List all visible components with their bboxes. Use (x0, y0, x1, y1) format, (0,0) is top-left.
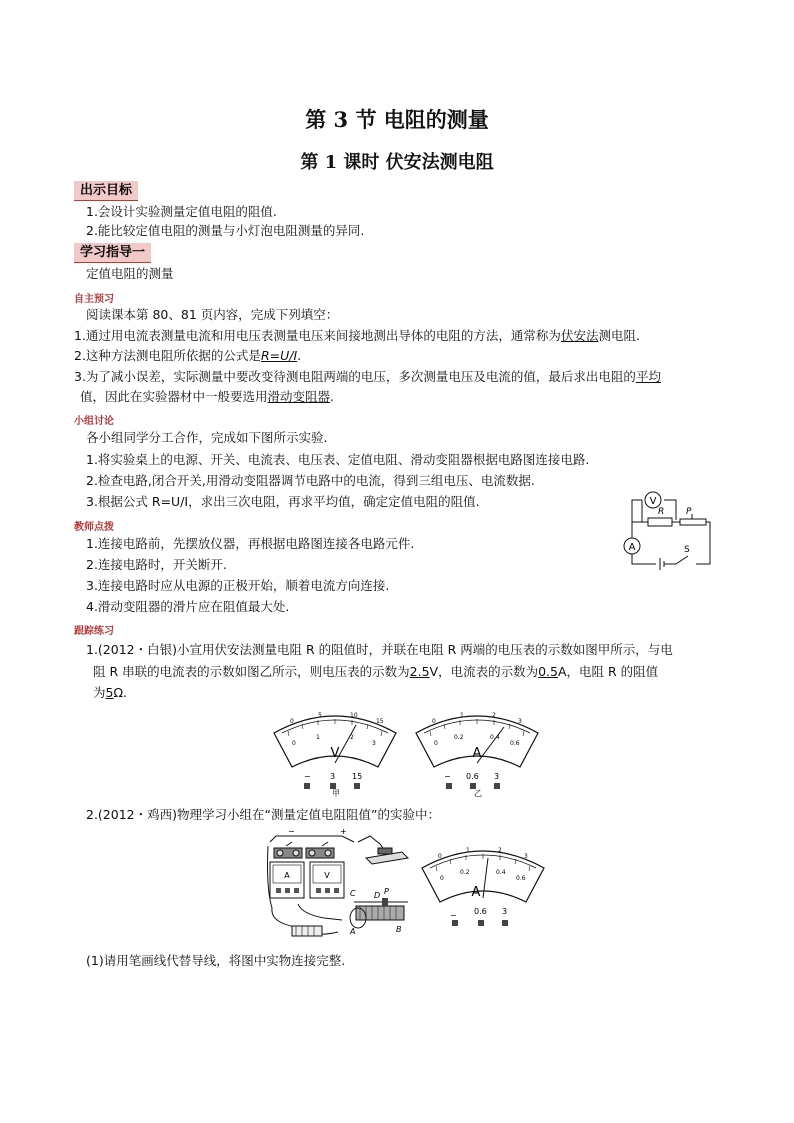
figure-caption-jia: 甲 (332, 789, 340, 797)
practice1-line3: 为5Ω. (93, 685, 127, 700)
goals-tag: 出示目标 (74, 181, 138, 201)
amp2-scale-top: 3 (524, 853, 528, 860)
amp-scale-top: 2 (492, 712, 496, 719)
practice-tag: 跟踪练习 (74, 626, 114, 637)
discuss-tag: 小组讨论 (74, 416, 114, 427)
amp-terminal: 0.6 (466, 772, 479, 781)
preview-intro: 阅读课本第 80、81 页内容，完成下列填空： (86, 307, 339, 322)
apparatus-voltmeter-label: V (324, 871, 330, 880)
volt-scale-bottom: 3 (372, 740, 376, 747)
volt-scale-bottom: 0 (292, 740, 296, 747)
apparatus-plus-label: + (340, 828, 347, 836)
discuss-intro: 各小组同学分工合作，完成如下图所示实验. (86, 430, 328, 445)
amp2-scale-top: 2 (498, 847, 502, 854)
circuit-r-label: R (658, 507, 665, 517)
amp2-terminal: 0.6 (474, 907, 487, 916)
volt-scale-top: 0 (290, 718, 294, 725)
amp-scale-top: 3 (518, 718, 522, 725)
preview-q3-line2: 值，因此在实验器材中一般要选用滑动变阻器. (80, 389, 335, 404)
answer-blank: R=U/I (260, 348, 298, 363)
preview-q2: 2.这种方法测电阻所依据的公式是R=U/I. (74, 348, 302, 363)
answer-blank: 2.5 (409, 664, 430, 679)
amp-scale-top: 1 (460, 712, 464, 719)
volt-scale-bottom: 1 (316, 734, 320, 741)
amp-scale-bottom: 0.6 (510, 740, 520, 747)
amp2-terminal: 3 (502, 907, 508, 916)
volt-scale-bottom: 2 (350, 734, 354, 741)
answer-blank: 平均 (635, 369, 661, 384)
practice1-line1: 1.(2012・白银)小宣用伏安法测量电阻 R 的阻值时，并联在电阻 R 两端的电压表的示数如图甲所示，与电 (86, 642, 673, 657)
teacher-item: 3.连接电路时应从电源的正极开始，顺着电流方向连接. (86, 578, 390, 593)
ammeter-symbol: A (472, 746, 482, 761)
goal-item: 2.能比较定值电阻的测量与小灯泡电阻测量的异同. (86, 223, 365, 238)
apparatus-d-label: D (374, 891, 381, 900)
page-title: 第 3 节 电阻的测量 (305, 107, 489, 132)
amp-terminal: 3 (494, 772, 500, 781)
apparatus-c-label: C (350, 889, 356, 898)
discuss-item: 3.根据公式 R=U/I，求出三次电阻，再求平均值，确定定值电阻的阻值. (86, 494, 480, 509)
volt-terminal: 3 (330, 772, 336, 781)
apparatus-minus-label: − (288, 828, 295, 836)
apparatus-b-label: B (396, 925, 402, 934)
volt-scale-top: 5 (318, 712, 322, 719)
preview-q1: 1.通过用电流表测量电流和用电压表测量电压来间接地测出导体的电阻的方法，通常称为伏安法测电阻. (74, 328, 640, 343)
preview-tag: 自主预习 (74, 294, 114, 305)
amp2-scale-bottom: 0.4 (496, 869, 506, 876)
apparatus-a-label: A (350, 927, 356, 936)
discuss-item: 2.检查电路,闭合开关,用滑动变阻器调节电路中的电流，得到三组电压、电流数据. (86, 473, 535, 488)
figure-caption-yi: 乙 (474, 789, 482, 797)
guide1-topic: 定值电阻的测量 (86, 266, 174, 281)
preview-q3-line1: 3.为了减小误差，实际测量中要改变待测电阻两端的电压，多次测量电压及电流的值，最后求出电阻的平均 (74, 369, 661, 384)
amp2-scale-top: 1 (466, 847, 470, 854)
volt-terminal: 15 (352, 772, 363, 781)
amp2-scale-bottom: 0 (440, 875, 444, 882)
answer-blank: 伏安法 (560, 328, 599, 343)
amp-scale-bottom: 0.4 (490, 734, 500, 741)
circuit-ammeter-label: A (628, 542, 636, 553)
practice2-question1: (1)请用笔画线代替导线，将图中实物连接完整. (86, 953, 346, 968)
circuit-diagram (620, 484, 720, 570)
amp-scale-bottom: 0 (434, 740, 438, 747)
amp-scale-top: 0 (432, 718, 436, 725)
ammeter-figure-yi (410, 705, 544, 797)
amp2-scale-bottom: 0.6 (516, 875, 526, 882)
apparatus-figure (262, 828, 414, 948)
practice1-line2: 阻 R 串联的电流表的示数如图乙所示，则电压表的示数为2.5V，电流表的示数为0.5A，电阻 R 的阻值 (93, 664, 659, 679)
circuit-voltmeter-label: V (649, 496, 657, 507)
answer-blank: 滑动变阻器 (267, 389, 331, 404)
voltmeter-symbol: V (330, 746, 340, 761)
practice2-line: 2.(2012・鸡西)物理学习小组在“测量定值电阻阻值”的实验中： (86, 807, 440, 822)
amp-terminal: − (444, 772, 451, 781)
amp2-terminal: − (450, 911, 457, 920)
discuss-item: 1.将实验桌上的电源、开关、电流表、电压表、定值电阻、滑动变阻器根据电路图连接电路. (86, 452, 590, 467)
guide1-tag: 学习指导一 (74, 243, 151, 263)
circuit-p-label: P (686, 507, 692, 517)
volt-scale-top: 15 (376, 718, 384, 725)
teacher-item: 4.滑动变阻器的滑片应在阻值最大处. (86, 599, 290, 614)
ammeter-figure-2 (416, 840, 550, 932)
page-subtitle: 第 1 课时 伏安法测电阻 (300, 152, 494, 173)
teacher-item: 2.连接电路时，开关断开. (86, 557, 227, 572)
teacher-tag: 教师点拨 (74, 522, 114, 533)
amp-scale-bottom: 0.2 (454, 734, 464, 741)
ammeter2-symbol: A (471, 885, 481, 900)
apparatus-ammeter-label: A (284, 871, 290, 880)
amp2-scale-top: 0 (438, 853, 442, 860)
circuit-s-label: S (684, 545, 690, 555)
amp2-scale-bottom: 0.2 (460, 869, 470, 876)
goal-item: 1.会设计实验测量定值电阻的阻值. (86, 204, 277, 219)
teacher-item: 1.连接电路前，先摆放仪器，再根据电路图连接各电路元件. (86, 536, 415, 551)
apparatus-p-label: P (384, 887, 389, 896)
volt-terminal: − (304, 772, 311, 781)
answer-blank: 5 (105, 685, 114, 700)
voltmeter-figure-jia (268, 705, 402, 797)
answer-blank: 0.5 (538, 664, 558, 679)
volt-scale-top: 10 (350, 712, 358, 719)
